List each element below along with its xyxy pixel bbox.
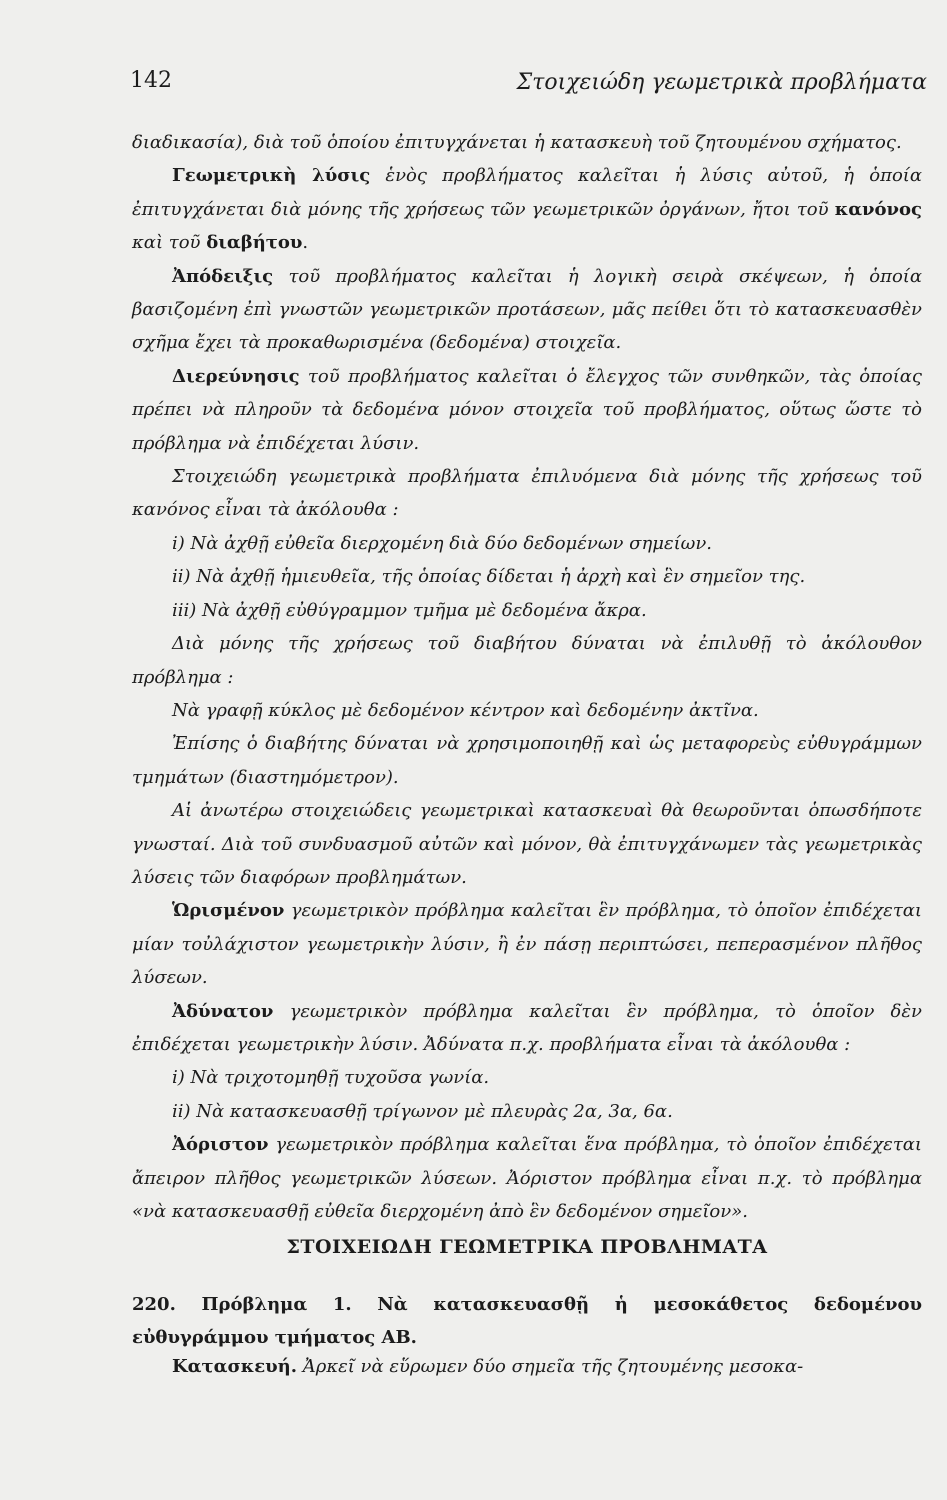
paragraph-text: διαδικασία), διὰ τοῦ ὁποίου ἐπιτυγχάνεται ἡ κατασκευὴ τοῦ ζητουμένου σχήματος. — [132, 132, 902, 153]
paragraph-text: τοῦ προβλήματος καλεῖται ἡ λογικὴ σειρὰ σκέψεων, ἡ ὁποία βασιζομένη ἐπὶ γνωστῶν γεωμετρικῶν προτάσεων, μᾶς πείθει ὅτι τὸ κατασκευασθὲν σχῆμα ἔχει τὰ προκαθωρισμένα (δεδομένα) στοιχεῖα. — [132, 265, 922, 354]
running-title: Στοιχειώδη γεωμετρικὰ προβλήματα — [516, 70, 927, 95]
term: Ἀπόδειξις — [172, 265, 274, 287]
list-item: i) Νὰ τριχοτομηθῇ τυχοῦσα γωνία. — [172, 1067, 490, 1089]
paragraph — [132, 126, 922, 159]
term: διαβήτου — [206, 232, 303, 254]
paragraph: Νὰ γραφῇ κύκλος μὲ δεδομένον κέντρον καὶ δεδομένην ἀκτῖνα. — [172, 699, 759, 721]
term: Ὡρισμένον — [172, 900, 285, 922]
paragraph: Στοιχειώδη γεωμετρικὰ προβλήματα ἐπιλυόμενα διὰ μόνης τῆς χρήσεως τοῦ κανόνος εἶναι τὰ ἀκόλουθα : — [132, 466, 922, 521]
paragraph-text: τοῦ προβλήματος καλεῖται ὁ ἔλεγχος τῶν συνθηκῶν, τὰς ὁποίας πρέπει νὰ πληροῦν τὰ δεδομένα μόνον στοιχεῖα τοῦ προβλήματος, οὕτως ὥστε τὸ πρόβλημα νὰ ἐπιδέχεται λύσιν. — [132, 365, 922, 454]
term: Διερεύνησις — [172, 365, 300, 387]
page-number: 142 — [130, 68, 172, 93]
term: Ἀδύνατον — [172, 1000, 274, 1022]
construction-paragraph — [132, 1350, 922, 1383]
paragraph-indeterminate — [132, 1128, 922, 1228]
list-item: ii) Νὰ κατασκευασθῇ τρίγωνον μὲ πλευρὰς 2α, 3α, 6α. — [172, 1100, 673, 1122]
paragraph-text: καὶ τοῦ — [132, 232, 207, 254]
paragraph-text: γεωμετρικὸν πρόβλημα καλεῖται ἓν πρόβλημα, τὸ ὁποῖον ἐπιδέχεται μίαν τοὐλάχιστον γεωμετρικὴν λύσιν, ἢ ἐν πάσῃ περιπτώσει, πεπερασμένον πλῆθος λύσεων. — [132, 900, 922, 989]
paragraph: Διὰ μόνης τῆς χρήσεως τοῦ διαβήτου δύναται νὰ ἐπιλυθῇ τὸ ἀκόλουθον πρόβλημα : — [132, 633, 922, 688]
page-header — [130, 68, 927, 104]
paragraph-text: . — [302, 232, 309, 254]
paragraph-text: γεωμετρικὸν πρόβλημα καλεῖται ἕνα πρόβλημα, τὸ ὁποῖον ἐπιδέχεται ἄπειρον πλῆθος γεωμετρικῶν λύσεων. Ἀόριστον πρόβλημα εἶναι π.χ. τὸ πρόβλημα «νὰ κατασκευασθῇ εὐθεῖα διερχομένη ἀπὸ ἓν δεδομένον σημεῖον». — [132, 1134, 922, 1222]
construction-label: Κατασκευή. — [172, 1356, 298, 1377]
list-item: i) Νὰ ἀχθῇ εὐθεῖα διερχομένη διὰ δύο δεδομένων σημείων. — [172, 532, 712, 554]
page-body — [132, 126, 922, 1228]
paragraph-impossible — [132, 995, 922, 1062]
paragraph-determinate — [132, 894, 922, 994]
paragraph-text: γεωμετρικὸν πρόβλημα καλεῖται ἓν πρόβλημα, τὸ ὁποῖον δὲν ἐπιδέχεται γεωμετρικὴν λύσιν. Ἀδύνατα π.χ. προβλήματα εἶναι τὰ ἀκόλουθα : — [132, 1000, 922, 1055]
list-item: iii) Νὰ ἀχθῇ εὐθύγραμμον τμῆμα μὲ δεδομένα ἄκρα. — [172, 599, 647, 621]
problem-statement: 220. Πρόβλημα 1. Νὰ κατασκευασθῇ ἡ μεσοκάθετος δεδομένου εὐθυγράμμου τμήματος ΑΒ. — [132, 1294, 922, 1348]
paragraph-geometric-solution — [132, 159, 922, 259]
paragraph: Ἐπίσης ὁ διαβήτης δύναται νὰ χρησιμοποιηθῇ καὶ ὡς μεταφορεὺς εὐθυγράμμων τμημάτων (διαστημόμετρον). — [132, 733, 922, 788]
term: Γεωμετρικὴ λύσις — [172, 165, 371, 187]
paragraph-proof — [132, 260, 922, 360]
list-item: ii) Νὰ ἀχθῇ ἡμιευθεῖα, τῆς ὁποίας δίδεται ἡ ἀρχὴ καὶ ἓν σημεῖον της. — [172, 566, 806, 588]
paragraph: Αἱ ἀνωτέρω στοιχειώδεις γεωμετρικαὶ κατασκευαὶ θὰ θεωροῦνται ὁπωσδήποτε γνωσταί. Διὰ τοῦ συνδυασμοῦ αὐτῶν καὶ μόνον, θὰ ἐπιτυγχάνωμεν τὰς γεωμετρικὰς λύσεις τῶν διαφόρων προβλημάτων. — [132, 800, 922, 888]
term: κανόνος — [834, 198, 922, 220]
paragraph-text: ἑνὸς προβλήματος καλεῖται ἡ λύσις αὐτοῦ, ἡ ὁποία ἐπιτυγχάνεται διὰ μόνης τῆς χρήσεως τῶν γεωμετρικῶν ὀργάνων, ἤτοι τοῦ — [132, 165, 923, 220]
section-title: ΣΤΟΙΧΕΙΩΔΗ ΓΕΩΜΕΤΡΙΚΑ ΠΡΟΒΛΗΜΑΤΑ — [286, 1236, 768, 1258]
term: Ἀόριστον — [172, 1134, 269, 1156]
paragraph-text: Ἀρκεῖ νὰ εὕρωμεν δύο σημεῖα τῆς ζητουμένης μεσοκα- — [297, 1356, 804, 1377]
paragraph-investigation — [132, 360, 922, 460]
